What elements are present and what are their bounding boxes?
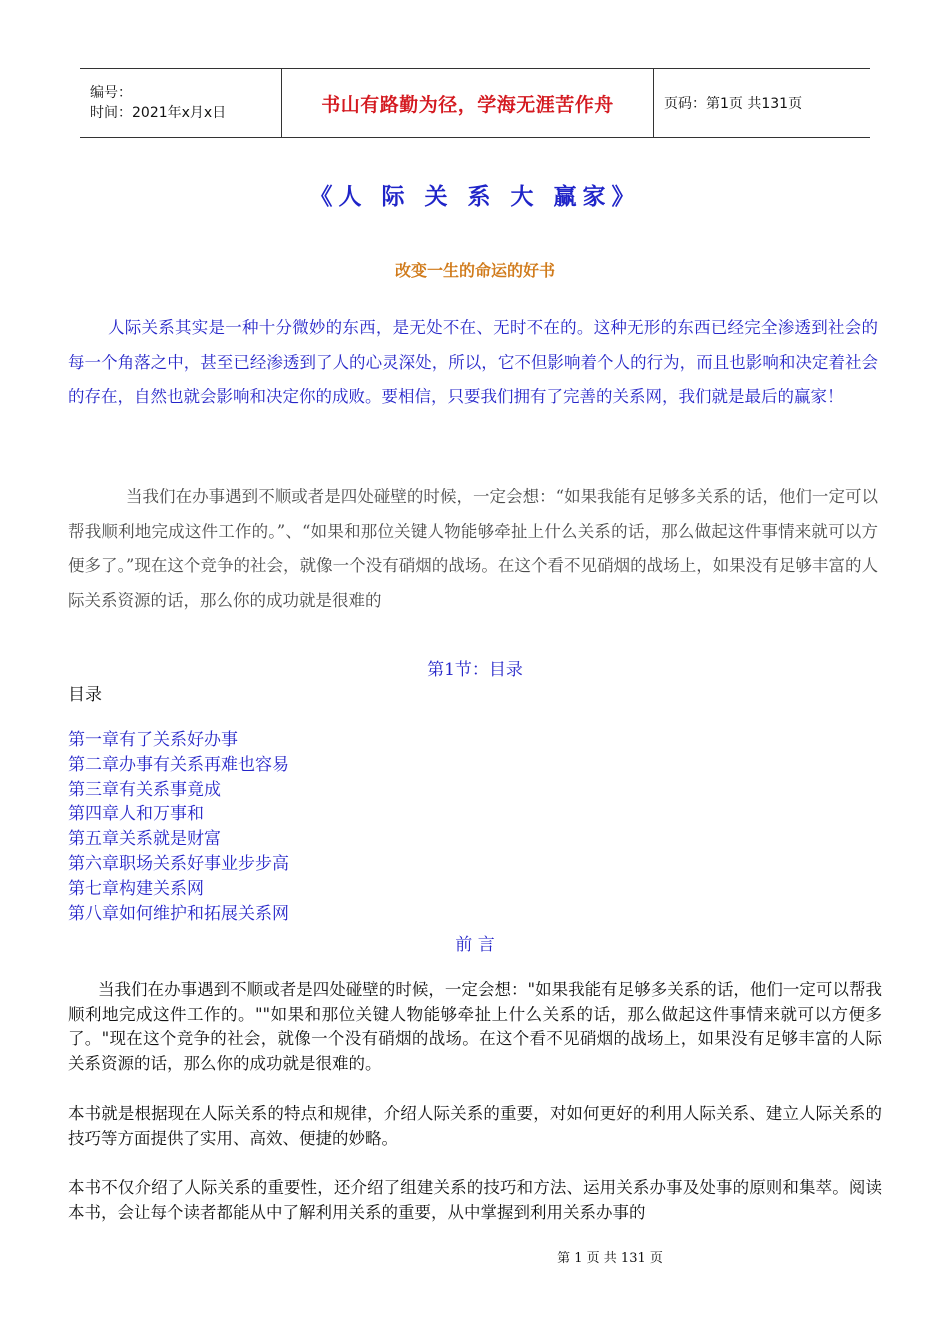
toc-item[interactable]: 第五章关系就是财富 <box>68 829 221 850</box>
intro-paragraph: 人际关系其实是一种十分微妙的东西，是无处不在、无时不在的。这种无形的东西已经完全渗透到社会的每一个角落之中，甚至已经渗透到了人的心灵深处，所以，它不但影响着个人的行为，而且也影响和决定着社会的存在，自然也就会影响和决定你的成败。要相信，只要我们拥有了完善的关系网，我们就是最后的赢家！ <box>68 318 878 406</box>
preface-paragraph-1: 当我们在办事遇到不顺或者是四处碰壁的时候，一定会想："如果我能有足够多关系的话，他们一定可以帮我顺利地完成这件工作的。""如果和那位关键人物能够牵扯上什么关系的话，那么做起这件事情来就可以方便多了。"现在这个竞争的社会，就像一个没有硝烟的战场。在这个看不见硝烟的战场上，如果没有足够丰富的人际关系资源的话，那么你的成功就是很难的。 <box>68 980 882 1073</box>
preface-paragraph-3: 本书不仅介绍了人际关系的重要性，还介绍了组建关系的技巧和方法、运用关系办事及处事的原则和集萃。阅读本书，会让每个读者都能从中了解利用关系的重要，从中掌握到利用关系办事的 <box>68 1178 882 1222</box>
header-motto-cell <box>282 69 654 137</box>
document-title: 《人 际 关 系 大 赢家》 <box>309 184 641 210</box>
table-of-contents <box>68 728 289 926</box>
preface-paragraph-2: 本书就是根据现在人际关系的特点和规律，介绍人际关系的重要，对如何更好的利用人际关系、建立人际关系的技巧等方面提供了实用、高效、便捷的妙略。 <box>68 1104 882 1148</box>
toc-item[interactable]: 第二章办事有关系再难也容易 <box>68 754 289 775</box>
header-time: 时间：2021年x月x日 <box>90 105 227 121</box>
toc-item[interactable]: 第三章有关系事竟成 <box>68 779 221 800</box>
toc-item[interactable]: 第一章有了关系好办事 <box>68 730 238 750</box>
header-motto: 书山有路勤为径，学海无涯苦作舟 <box>321 93 614 116</box>
page-footer: 第 1 页 共 131 页 <box>557 1251 663 1266</box>
header-meta <box>80 69 282 137</box>
toc-item[interactable]: 第六章职场关系好事业步步高 <box>68 853 289 874</box>
toc-item[interactable]: 第七章构建关系网 <box>68 878 204 899</box>
header-page-cell <box>654 69 870 137</box>
preface-title: 前 言 <box>455 935 495 955</box>
toc-label: 目录 <box>68 685 102 705</box>
toc-item[interactable]: 第四章人和万事和 <box>68 804 204 825</box>
toc-item[interactable]: 第八章如何维护和拓展关系网 <box>68 903 289 924</box>
header-number: 编号： <box>90 85 132 101</box>
document-subtitle: 改变一生的命运的好书 <box>394 261 555 280</box>
section-title: 第1节：目录 <box>427 660 523 680</box>
header-page-number: 页码：第1页 共131页 <box>664 96 803 112</box>
page-header <box>80 68 870 138</box>
summary-paragraph: 当我们在办事遇到不顺或者是四处碰壁的时候，一定会想：“如果我能有足够多关系的话，他们一定可以帮我顺利地完成这件工作的。”、“如果和那位关键人物能够牵扯上什么关系的话，那么做起这件事情来就可以方便多了。”现在这个竞争的社会，就像一个没有硝烟的战场。在这个看不见硝烟的战场上，如果没有足够丰富的人际关系资源的话，那么你的成功就是很难的 <box>68 487 878 610</box>
